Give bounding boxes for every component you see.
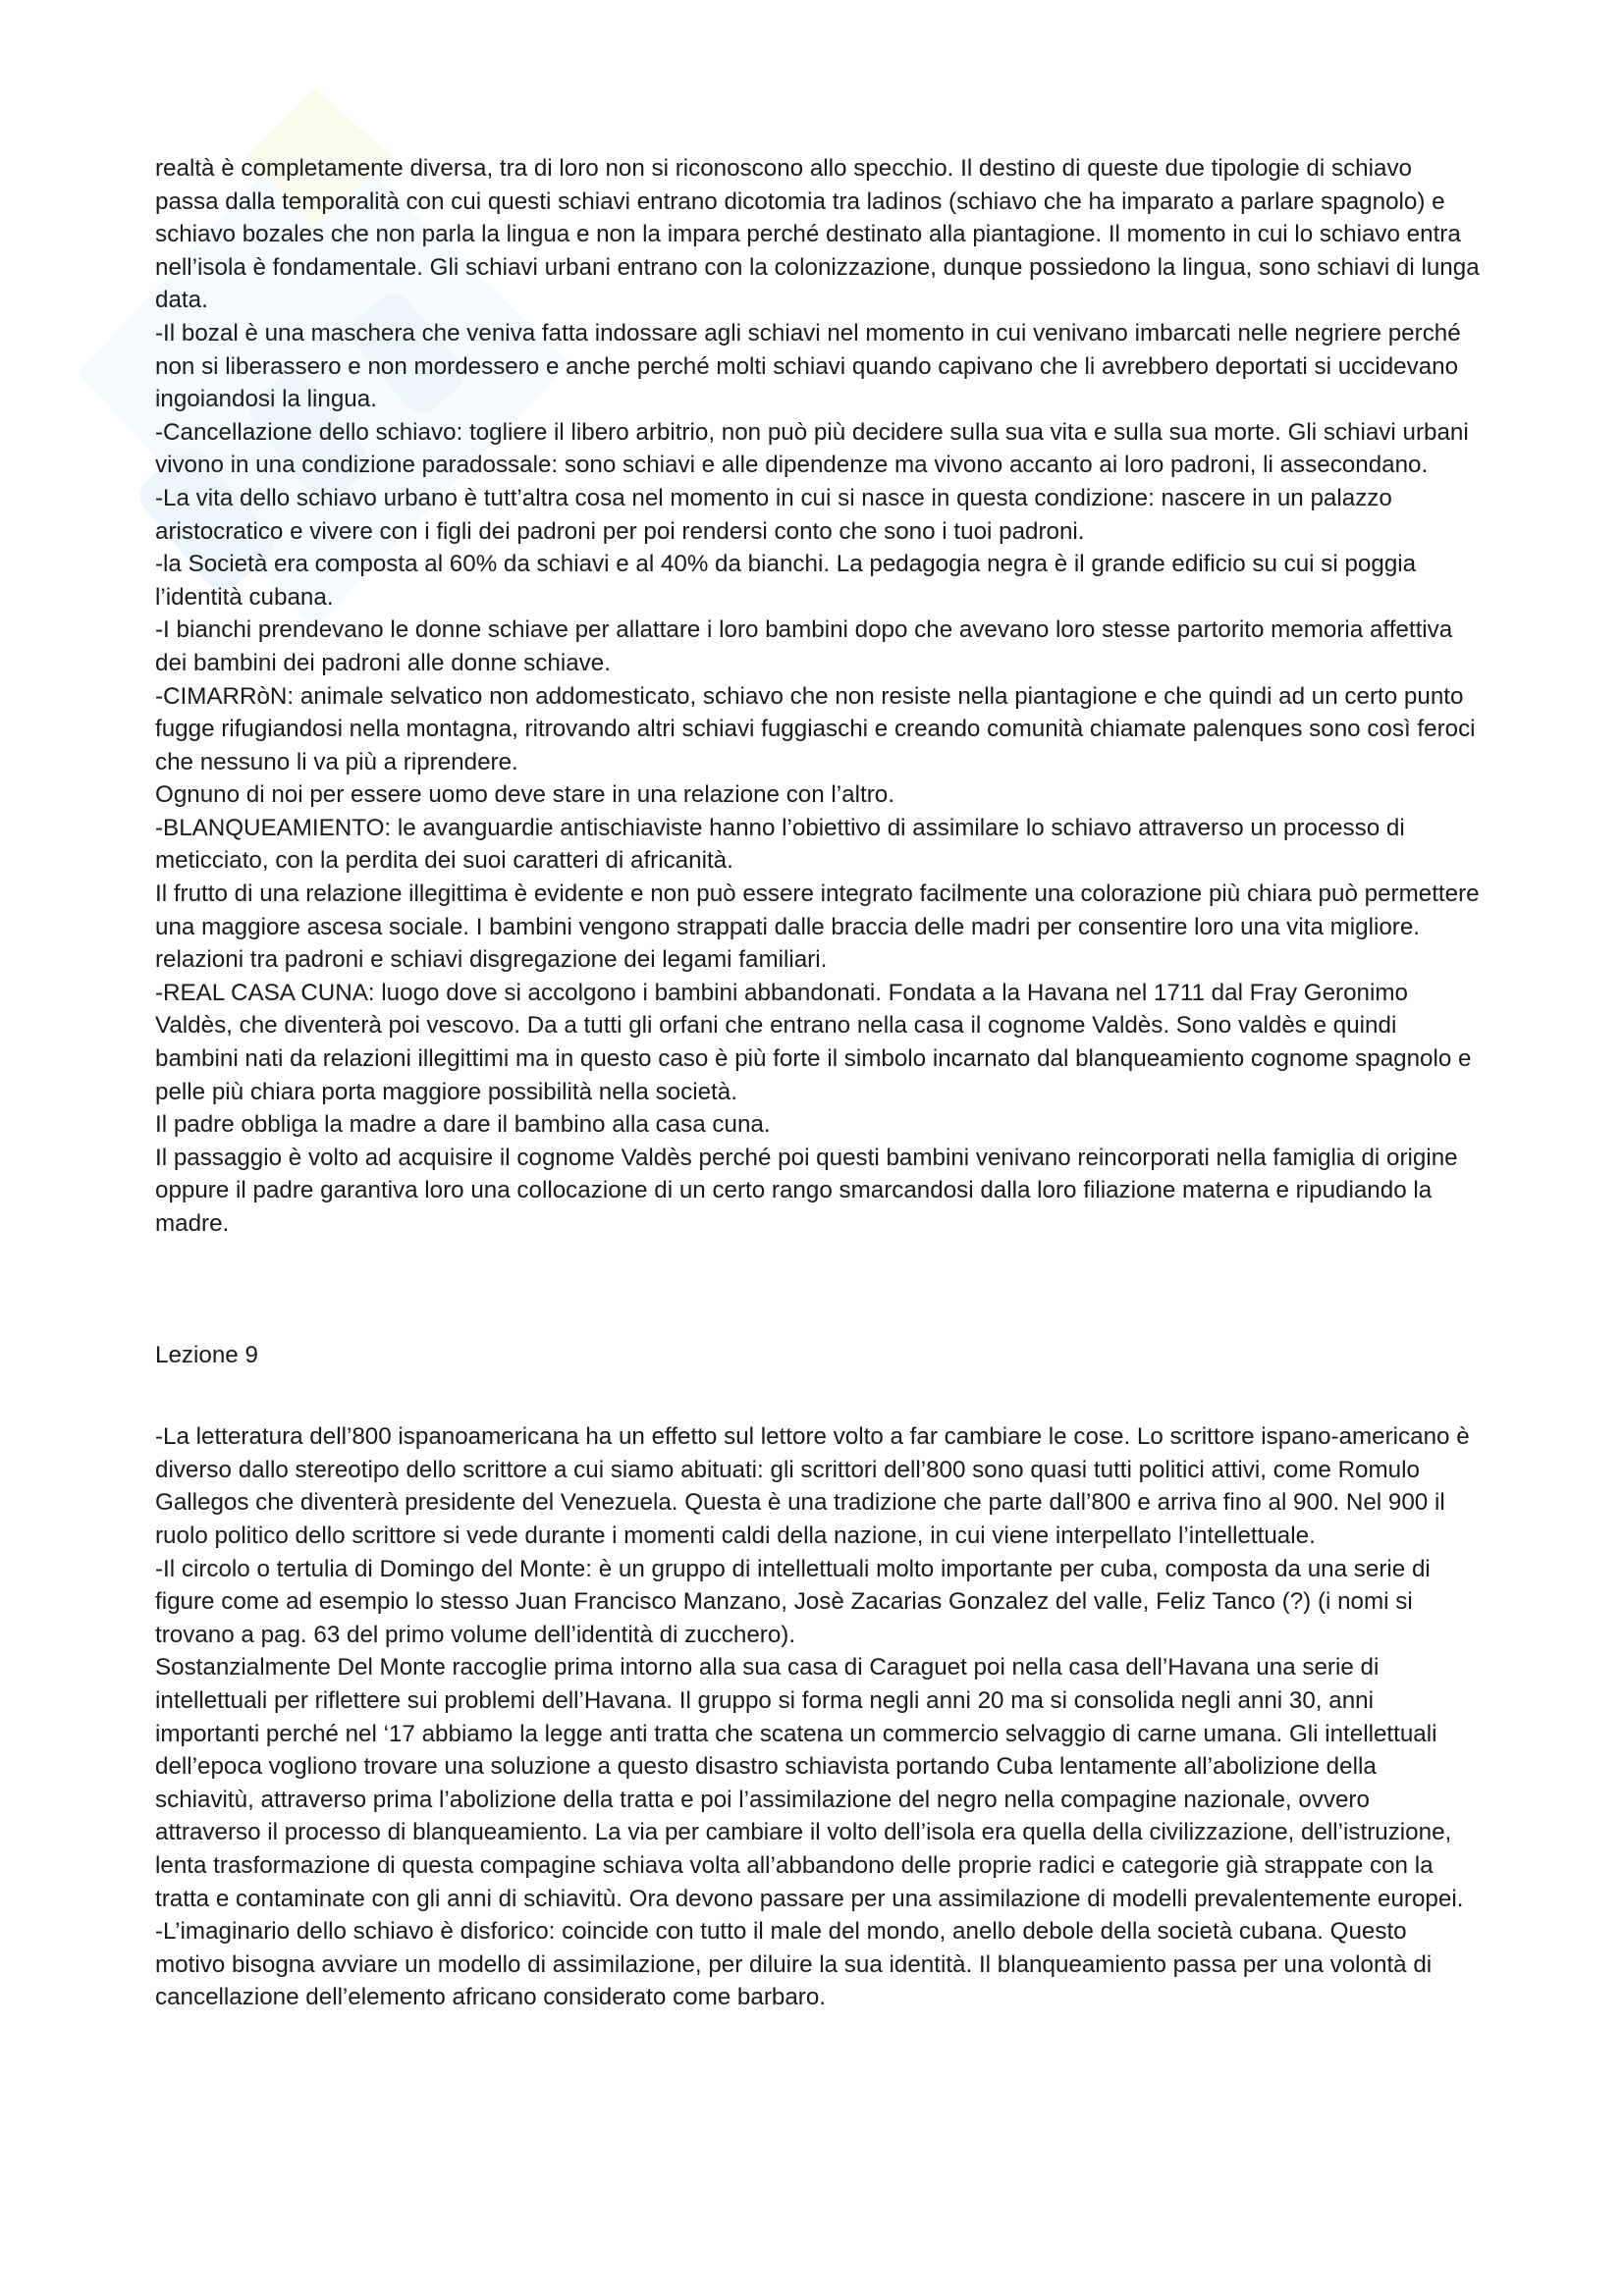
paragraph: -L’imaginario dello schiavo è disforico: coincide con tutto il male del mondo, anello debole della società cubana. Questo motivo bisogna avviare un modello di assimilazione, per diluire la sua identità. Il blanqueamiento passa per una volontà di cancellazione dell’elemento africano considerato come barbaro. (155, 1918, 1433, 2011)
paragraph: -CIMARRòN: animale selvatico non addomesticato, schiavo che non resiste nella piantagione e che quindi ad un certo punto fugge rifugiandosi nella montagna, ritrovando altri schiavi fuggiaschi e creando comunità chiamate palenques sono così feroci che nessuno li va più a riprendere. (155, 682, 1476, 775)
document-body (155, 152, 1481, 2014)
paragraph: Il passaggio è volto ad acquisire il cognome Valdès perché poi questi bambini venivano reincorporati nella famiglia di origine oppure il padre garantiva loro una collocazione di un certo rango smarcandosi dalla loro filiazione materna e ripudiando la madre. (155, 1144, 1458, 1237)
paragraph: Ognuno di noi per essere uomo deve stare in una relazione con l’altro. (155, 781, 894, 809)
paragraph: Il padre obbliga la madre a dare il bambino alla casa cuna. (155, 1111, 771, 1139)
paragraph: Il frutto di una relazione illegittima è evidente e non può essere integrato facilmente una colorazione più chiara può permettere una maggiore ascesa sociale. I bambini vengono strappati dalle braccia delle madri per consentire loro una vita migliore. (155, 881, 1480, 940)
paragraph: -BLANQUEAMIENTO: le avanguardie antischiaviste hanno l’obiettivo di assimilare lo schiavo attraverso un processo di meticciato, con la perdita dei suoi caratteri di africanità. (155, 814, 1405, 875)
paragraph: Sostanzialmente Del Monte raccoglie prima intorno alla sua casa di Caraguet poi nella casa dell’Havana una serie di intellettuali per riflettere sui problemi dell’Havana. Il gruppo si forma negli anni 20 ma si consolida negli anni 30, anni importanti perché nel ‘17 abbiamo la legge anti tratta che scatena un commercio selvaggio di carne umana. Gli intellettuali dell’epoca vogliono trovare una soluzione a questo disastro schiavista portando Cuba lentamente all’abolizione della schiavitù, attraverso prima l’abolizione della tratta e poi l’assimilazione del negro nella compagine nazionale, ovvero attraverso il processo di blanqueamiento. La via per cambiare il volto dell’isola era quella della civilizzazione, dell’istruzione, lenta trasformazione di questa compagine schiava volta all’abbandono delle proprie radici e categorie già strappate con la tratta e contaminate con gli anni di schiavitù. Ora devono passare per una assimilazione di modelli prevalentemente europei. (155, 1654, 1464, 1912)
paragraph: -I bianchi prendevano le donne schiave per allattare i loro bambini dopo che avevano loro stesse partorito memoria affettiva dei bambini dei padroni alle donne schiave. (155, 616, 1453, 676)
paragraph: -Il circolo o tertulia di Domingo del Monte: è un gruppo di intellettuali molto importante per cuba, composta da una serie di figure come ad esempio lo stesso Juan Francisco Manzano, Josè Zacarias Gonzalez del valle, Feliz Tanco (?) (i nomi si trovano a pag. 63 del primo volume dell’identità di zucchero). (155, 1555, 1431, 1648)
paragraph: realtà è completamente diversa, tra di loro non si riconoscono allo specchio. Il destino di queste due tipologie di schiavo passa dalla temporalità con cui questi schiavi entrano dicotomia tra ladinos (schiavo che ha imparato a parlare spagnolo) e schiavo bozales che non parla la lingua e non la impara perché destinato alla piantagione. Il momento in cui lo schiavo entra nell’isola è fondamentale. Gli schiavi urbani entrano con la colonizzazione, dunque possiedono la lingua, sono schiavi di lunga data. (155, 155, 1480, 314)
paragraph: -La vita dello schiavo urbano è tutt’altra cosa nel momento in cui si nasce in questa condizione: nascere in un palazzo aristocratico e vivere con i figli dei padroni per poi rendersi conto che sono i tuoi padroni. (155, 484, 1392, 545)
section-lezione-9 (155, 1420, 1481, 2014)
section-gap (155, 1371, 1481, 1420)
paragraph: -la Società era composta al 60% da schiavi e al 40% da bianchi. La pedagogia negra è il grande edificio su cui si poggia l’identità cubana. (155, 551, 1417, 611)
paragraph: relazioni tra padroni e schiavi disgregazione dei legami familiari. (155, 946, 828, 974)
paragraph: -REAL CASA CUNA: luogo dove si accolgono i bambini abbandonati. Fondata a la Havana nel 1711 dal Fray Geronimo Valdès, che diventerà poi vescovo. Da a tutti gli orfani che entrano nella casa il cognome Valdès. Sono valdès e quindi bambini nati da relazioni illegittimi ma in questo caso è più forte il simbolo incarnato dal blanqueamiento cognome spagnolo e pelle più chiara porta maggiore possibilità nella società. (155, 979, 1472, 1105)
section-notes-continued (155, 152, 1481, 1241)
section-gap (155, 1241, 1481, 1339)
paragraph: -Cancellazione dello schiavo: togliere il libero arbitrio, non può più decidere sulla sua vita e sulla sua morte. Gli schiavi urbani vivono in una condizione paradossale: sono schiavi e alle dipendenze ma vivono accanto ai loro padroni, li assecondano. (155, 418, 1469, 479)
section-heading: Lezione 9 (155, 1341, 258, 1368)
paragraph: -La letteratura dell’800 ispanoamericana ha un effetto sul lettore volto a far cambiare le cose. Lo scrittore ispano-americano è diverso dallo stereotipo dello scrittore a cui siamo abituati: gli scrittori dell’800 sono quasi tutti politici attivi, come Romulo Gallegos che diventerà presidente del Venezuela. Questa è una tradizione che parte dall’800 e arriva fino al 900. Nel 900 il ruolo politico dello scrittore si vede durante i momenti caldi della nazione, in cui viene interpellato l’intellettuale. (155, 1423, 1470, 1549)
paragraph: -Il bozal è una maschera che veniva fatta indossare agli schiavi nel momento in cui venivano imbarcati nelle negriere perché non si liberassero e non mordessero e anche perché molti schiavi quando capivano che li avrebbero deportati si uccidevano ingoiandosi la lingua. (155, 319, 1461, 413)
